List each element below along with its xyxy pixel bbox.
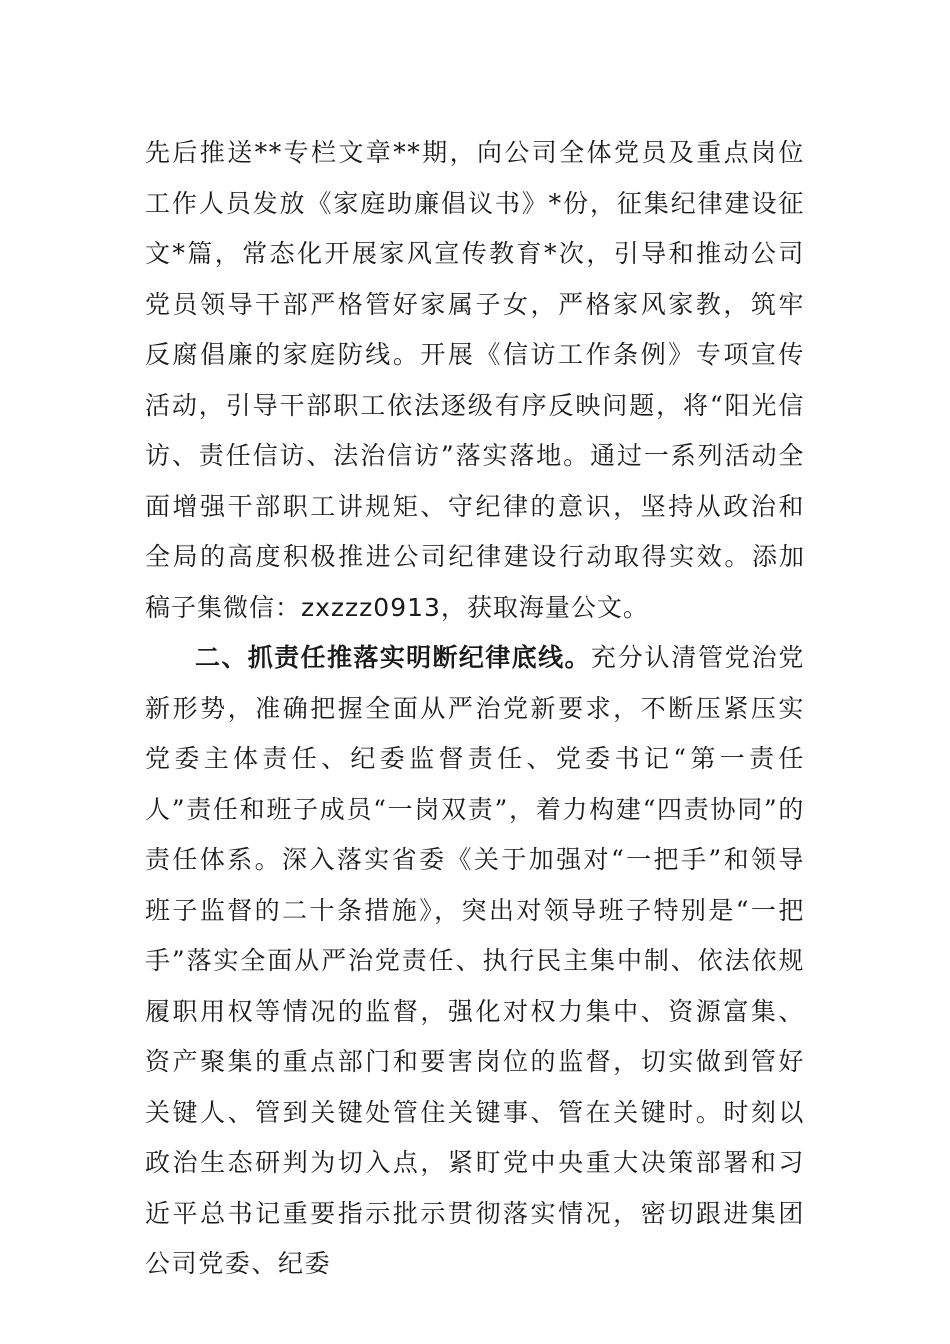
- paragraph-2-text: 充分认清管党治党新形势，准确把握全面从严治党新要求，不断压紧压实党委主体责任、纪委监督责任、党委书记“第一责任人”责任和班子成员“一岗双责”，着力构建“四责协同”的责任体系。深入落实省委《关于加强对“一把手”和领导班子监督的二十条措施》，突出对领导班子特别是“一把手”落实全面从严治党责任、执行民主集中制、依法依规履职用权等情况的监督，强化对权力集中、资源富集、资产聚集的重点部门和要害岗位的监督，切实做到管好关键人、管到关键处管住关键事、管在关键时。时刻以政治生态研判为切入点，紧盯党中央重大决策部署和习近平总书记重要指示批示贯彻落实情况，密切跟进集团公司党委、纪委: [145, 643, 805, 1278]
- section-heading: 二、抓责任推落实明断纪律底线。: [195, 643, 591, 672]
- paragraph-1: [145, 128, 805, 633]
- contact-note: 添加稿子集微信：zxzzz0913，获取海量公文。: [145, 542, 805, 622]
- paragraph-2: [145, 633, 805, 1290]
- paragraph-1-text: 先后推送**专栏文章**期，向公司全体党员及重点岗位工作人员发放《家庭助廉倡议书》*份，征集纪律建设征文*篇，常态化开展家风宣传教育*次，引导和推动公司党员领导干部严格管好家属子女，严格家风家教，筑牢反腐倡廉的家庭防线。开展《信访工作条例》专项宣传活动，引导干部职工依法逐级有序反映问题，将“阳光信访、责任信访、法治信访”落实落地。通过一系列活动全面增强干部职工讲规矩、守纪律的意识，坚持从政治和全局的高度积极推进公司纪律建设行动取得实效。: [145, 138, 805, 571]
- document-body: [145, 128, 805, 1290]
